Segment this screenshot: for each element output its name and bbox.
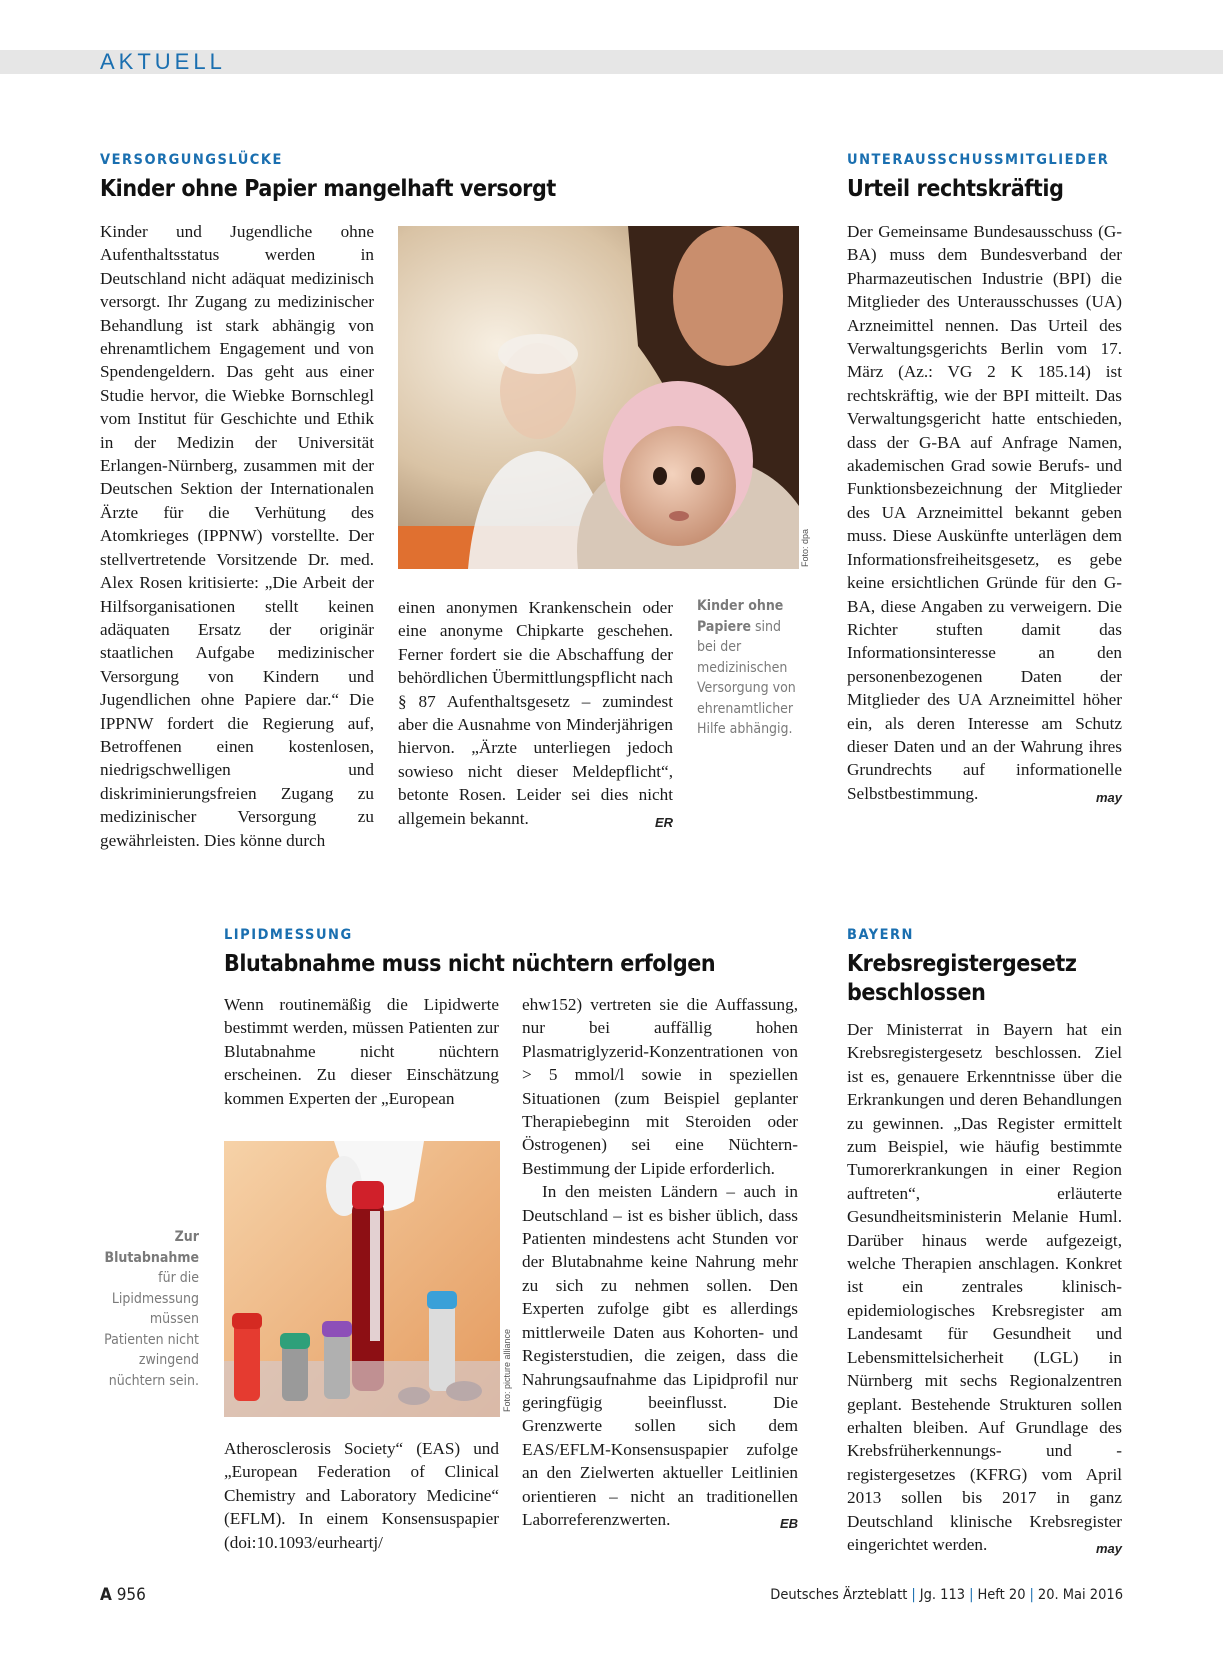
article3-caption-bold: Zur Blutabnahme	[104, 1229, 199, 1266]
article1-column2	[398, 596, 673, 834]
footer-separator: |	[969, 1587, 974, 1603]
article3-column1-top	[224, 993, 499, 1110]
footer-separator: |	[911, 1587, 916, 1603]
child-photo-illustration	[398, 226, 799, 569]
article4-kicker: BAYERN	[847, 927, 914, 943]
article3-column1-bottom	[224, 1437, 499, 1554]
article1-photo-credit: Foto: dpa	[800, 528, 810, 567]
article1-caption-text: sind bei der medizinischen Versorgung von ehrenamtlicher Hilfe abhängig.	[697, 618, 796, 737]
article3-col2-p1: ehw152) vertreten sie die Auffassung, nur bei auffällig hohen Plasmatriglyzerid-Konzentrationen von > 5 mmol/l sowie in speziellen Situationen (zum Beispiel geplanter Therapiebeginn mit Steroiden oder Östrogenen) sei eine Nüchtern-Bestimmung der Lipide erforderlich.	[522, 995, 798, 1178]
blood-tubes-illustration	[224, 1141, 500, 1417]
article3-col2-p2: In den meisten Ländern – auch in Deutschland – ist es bisher üblich, dass Patienten mindestens acht Stunden vor der Blutabnahme keine Nahrung mehr zu sich zu nehmen sollen. Den Experten zufolge gibt es allerdings mittlerweile Daten aus Kohorten- und Registerstudien, die zeigen, dass die Nahrungsaufnahme das Lipidprofil nur geringfügig beeinflusst. Die Grenzwerte sollen sich dem EAS/EFLM-Konsensuspapier zufolge an den Zielwerten aktueller Leitlinien orientieren – nicht an traditionellen Laborreferenzwerten.	[522, 1182, 798, 1529]
article1-col1-text: Kinder und Jugendliche ohne Aufenthaltsstatus werden in Deutschland nicht adäquat medizinisch versorgt. Ihr Zugang zu medizinischer Behandlung ist stark abhängig von ehrenamtlichem Engagement und von Spendengeldern. Das geht aus einer Studie hervor, die Wiebke Bornschlegl vom Institut für Geschichte und Ethik in der Medizin der Universität Erlangen-Nürnberg, zusammen mit der Deutschen Sektion der Internationalen Ärzte für die Verhütung des Atomkrieges (IPPNW) vorstellte. Der stellvertretende Vorsitzende Dr. med. Alex Rosen kritisierte: „Die Arbeit der Hilfsorganisationen stellt keinen adäquaten Ersatz der originär staatlichen Aufgabe medizinischer Versorgung von Kindern und Jugendlichen ohne Papiere dar.“ Die IPPNW fordert die Regierung auf, Betroffenen einen kostenlosen, niedrigschwelligen und diskriminierungsfreien Zugang zu medizinischer Versorgung zu gewährleisten. Dies könne durch	[100, 222, 374, 850]
article1-caption	[697, 596, 797, 740]
article2-text: Der Gemeinsame Bundesausschuss (G-BA) muss dem Bundesverband der Pharmazeutischen Industrie (BPI) die Mitglieder des Unterausschusses (UA) Arzneimittel nennen. Das Urteil des Verwaltungsgerichts Berlin vom 17. März (Az.: VG 2 K 185.14) ist rechtskräftig, wie der BPI mitteilt. Das Verwaltungsgericht hatte entschieden, dass der G-BA auf Anfrage Namen, akademischen Grad sowie Berufs- und Funktionsbezeichnung der Mitglieder des UA Arzneimittel bekannt geben muss. Diese Auskünfte unterlägen dem Informationsfreiheitsgesetz, es gebe keine ersichtlichen Gründe für den G-BA, diese Angaben zu verweigern. Die Richter stuften damit das Informationsinteresse an den personenbezogenen Daten der Mitglieder des UA Arzneimittel höher ein, als deren Interesse am Schutz dieser Daten und an der Wahrung ihres Grundrechts auf informationelle Selbstbestimmung.	[847, 222, 1122, 803]
article1-photo	[398, 226, 799, 569]
article1-signature: ER	[654, 814, 673, 830]
article4-text: Der Ministerrat in Bayern hat ein Krebsregistergesetz beschlossen. Ziel ist es, genauere Erkenntnisse über die Erkrankungen und deren Behandlungen zu gewinnen. „Das Register ermittelt zum Beispiel, wie häufig bestimmte Tumorerkrankungen in einer Region auftreten“, erläuterte Gesundheitsministerin Melanie Huml. Darüber hinaus werde aufgezeigt, welche Therapien anschlagen. Konkret ist ein zentrales klinisch-epidemiologisches Krebsregister am Landesamt für Gesundheit und Lebensmittelsicherheit (LGL) in Nürnberg mit sechs Regionalzentren geplant. Bestehende Strukturen sollen erhalten bleiben. Auf Grundlage des Krebsfrüherkennungs- und -registergesetzes (KFRG) vom April 2013 sollen bis 2017 in ganz Deutschland klinische Krebsregister eingerichtet werden.	[847, 1020, 1122, 1554]
footer-journal-info	[770, 1587, 1123, 1603]
article3-photo-credit: Foto: picture alliance	[502, 1328, 512, 1412]
journal-issue: Heft 20	[977, 1587, 1026, 1603]
article3-column2	[522, 993, 798, 1535]
page-prefix: A	[100, 1585, 112, 1605]
article3-caption-text: für die Lipidmessung müssen Patienten nicht zwingend nüchtern sein.	[104, 1270, 199, 1389]
journal-volume: Jg. 113	[919, 1587, 966, 1603]
journal-date: 20. Mai 2016	[1037, 1587, 1123, 1603]
article4-body	[847, 1018, 1122, 1560]
article3-caption	[100, 1227, 199, 1391]
article1-headline: Kinder ohne Papier mangelhaft versorgt	[100, 176, 556, 202]
article1-caption-bold: Kinder ohne Papiere	[697, 598, 784, 635]
page-number-value: 956	[116, 1585, 146, 1605]
article3-signature: EB	[779, 1515, 798, 1531]
article1-kicker: VERSORGUNGSLÜCKE	[100, 152, 283, 168]
section-label: AKTUELL	[100, 49, 226, 74]
article2-body	[847, 220, 1122, 809]
article2-kicker: UNTERAUSSCHUSSMITGLIEDER	[847, 152, 1110, 168]
article1-column1	[100, 220, 374, 852]
article3-col1-bottom-text: Atherosclerosis Society“ (EAS) und „European Federation of Clinical Chemistry and Laboratory Medicine“ (EFLM). In einem Konsensuspapier (doi:10.1093/eurheartj/	[224, 1439, 499, 1552]
journal-name: Deutsches Ärzteblatt	[770, 1587, 908, 1603]
article3-kicker: LIPIDMESSUNG	[224, 927, 353, 943]
article2-headline: Urteil rechtskräftig	[847, 176, 1064, 202]
article4-headline: Krebsregistergesetz beschlossen	[847, 951, 1077, 1006]
footer-separator: |	[1029, 1587, 1034, 1603]
page-number	[100, 1585, 146, 1605]
article3-col1-top-text: Wenn routinemäßig die Lipidwerte bestimmt werden, müssen Patienten zur Blutabnahme nicht nüchtern erscheinen. Zu dieser Einschätzung kommen Experten der „European	[224, 995, 499, 1108]
article3-headline: Blutabnahme muss nicht nüchtern erfolgen	[224, 951, 716, 977]
article4-signature: may	[1095, 1540, 1122, 1556]
article2-signature: may	[1095, 789, 1122, 805]
article3-photo	[224, 1141, 500, 1417]
article1-col2-text: einen anonymen Krankenschein oder eine anonyme Chipkarte geschehen. Ferner fordert sie die Abschaffung der behördlichen Übermittlungspflicht nach § 87 Aufenthaltsgesetz – zumindest aber die Ausnahme von Minderjährigen hiervon. „Ärzte unterliegen jedoch sowieso nicht dieser Meldepflicht“, betonte Rosen. Leider sei dies nicht allgemein bekannt.	[398, 598, 673, 828]
